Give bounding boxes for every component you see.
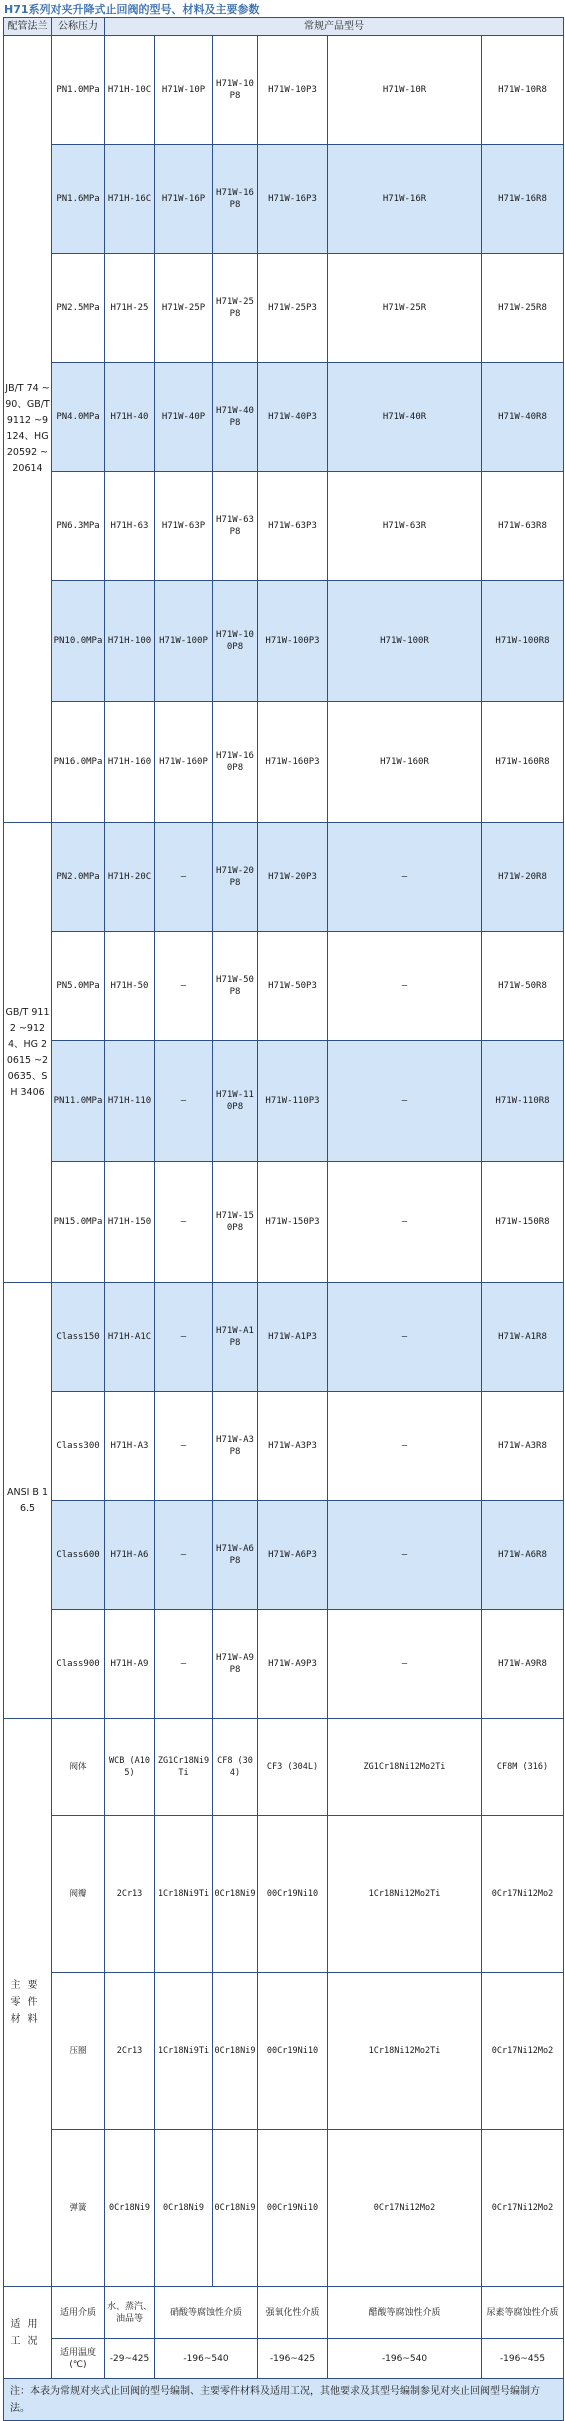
- material-row: [4, 1719, 564, 1816]
- model-cell: H71H-10C: [105, 36, 155, 145]
- temperature-cell: -196~425: [258, 2339, 328, 2379]
- model-row: [4, 1162, 564, 1283]
- medium-row: [4, 2287, 564, 2339]
- pressure-cell: PN10.0MPa: [52, 581, 105, 702]
- material-cell: 1Cr18Ni9Ti: [155, 1973, 213, 2130]
- model-cell: H71W-100R: [328, 581, 482, 702]
- model-row: [4, 581, 564, 702]
- material-cell: 2Cr13: [105, 1973, 155, 2130]
- material-cell: WCB (A105): [105, 1719, 155, 1816]
- model-cell: H71H-50: [105, 932, 155, 1041]
- material-cell: 0Cr18Ni9: [213, 1973, 258, 2130]
- flange-standard-cell: GB/T 9112 ~9124、HG 20615 ~20635、SH 3406: [4, 823, 52, 1283]
- model-cell: —: [328, 932, 482, 1041]
- material-row: [4, 1973, 564, 2130]
- model-row: [4, 1283, 564, 1392]
- header-row: [4, 18, 564, 36]
- part-name-cell: 弹簧: [52, 2130, 105, 2287]
- model-cell: H71W-63R: [328, 472, 482, 581]
- materials-label: 主要零件材料: [4, 1719, 52, 2287]
- model-cell: H71W-40R: [328, 363, 482, 472]
- model-cell: H71W-A3P8: [213, 1392, 258, 1501]
- model-cell: H71H-A6: [105, 1501, 155, 1610]
- material-cell: 0Cr18Ni9: [155, 2130, 213, 2287]
- part-name-cell: 压圈: [52, 1973, 105, 2130]
- model-row: [4, 1041, 564, 1162]
- medium-cell: 水、蒸汽、油品等: [105, 2287, 155, 2339]
- material-cell: 0Cr18Ni9: [105, 2130, 155, 2287]
- model-cell: H71W-25P: [155, 254, 213, 363]
- model-row: [4, 823, 564, 932]
- model-row: [4, 36, 564, 145]
- model-row: [4, 145, 564, 254]
- pressure-cell: Class150: [52, 1283, 105, 1392]
- model-cell: H71W-A9R8: [482, 1610, 564, 1719]
- model-cell: —: [155, 1162, 213, 1283]
- model-cell: H71W-110P8: [213, 1041, 258, 1162]
- header-flange-standard: 配管法兰: [4, 18, 52, 36]
- medium-cell: 强氧化性介质: [258, 2287, 328, 2339]
- model-cell: —: [155, 1392, 213, 1501]
- model-cell: H71W-10R8: [482, 36, 564, 145]
- model-cell: H71W-A9P8: [213, 1610, 258, 1719]
- pressure-cell: PN6.3MPa: [52, 472, 105, 581]
- model-cell: H71W-A1R8: [482, 1283, 564, 1392]
- pressure-cell: Class600: [52, 1501, 105, 1610]
- pressure-cell: PN1.0MPa: [52, 36, 105, 145]
- model-cell: H71W-20P3: [258, 823, 328, 932]
- model-cell: H71H-160: [105, 702, 155, 823]
- material-cell: ZG1Cr18Ni12Mo2Ti: [328, 1719, 482, 1816]
- model-cell: H71W-25P8: [213, 254, 258, 363]
- material-cell: 00Cr19Ni10: [258, 2130, 328, 2287]
- model-cell: H71W-A1P3: [258, 1283, 328, 1392]
- model-cell: H71H-100: [105, 581, 155, 702]
- model-cell: H71W-10P: [155, 36, 213, 145]
- pressure-cell: PN15.0MPa: [52, 1162, 105, 1283]
- model-cell: H71W-63P8: [213, 472, 258, 581]
- model-cell: H71W-110P3: [258, 1041, 328, 1162]
- model-cell: H71W-A6R8: [482, 1501, 564, 1610]
- model-cell: H71W-40P8: [213, 363, 258, 472]
- temperature-cell: -196~455: [482, 2339, 564, 2379]
- material-row: [4, 1816, 564, 1973]
- model-cell: H71W-20P8: [213, 823, 258, 932]
- model-cell: H71W-25R: [328, 254, 482, 363]
- model-cell: H71H-A1C: [105, 1283, 155, 1392]
- model-cell: H71H-150: [105, 1162, 155, 1283]
- model-cell: H71H-A9: [105, 1610, 155, 1719]
- material-row: [4, 2130, 564, 2287]
- model-cell: H71H-25: [105, 254, 155, 363]
- model-cell: H71W-16P8: [213, 145, 258, 254]
- medium-cell: 醋酸等腐蚀性介质: [328, 2287, 482, 2339]
- model-cell: H71W-63R8: [482, 472, 564, 581]
- part-name-cell: 阀体: [52, 1719, 105, 1816]
- model-cell: —: [328, 1041, 482, 1162]
- pressure-cell: Class900: [52, 1610, 105, 1719]
- header-nominal-pressure: 公称压力: [52, 18, 105, 36]
- model-cell: H71W-25P3: [258, 254, 328, 363]
- model-cell: —: [328, 1283, 482, 1392]
- model-cell: —: [155, 932, 213, 1041]
- model-row: [4, 1501, 564, 1610]
- model-cell: —: [328, 1501, 482, 1610]
- pressure-cell: Class300: [52, 1392, 105, 1501]
- pressure-cell: PN2.0MPa: [52, 823, 105, 932]
- model-cell: H71W-A6P8: [213, 1501, 258, 1610]
- model-row: [4, 932, 564, 1041]
- model-row: [4, 702, 564, 823]
- material-cell: ZG1Cr18Ni9Ti: [155, 1719, 213, 1816]
- model-cell: H71W-100R8: [482, 581, 564, 702]
- model-cell: H71W-50P8: [213, 932, 258, 1041]
- material-cell: CF8 (304): [213, 1719, 258, 1816]
- model-cell: H71H-20C: [105, 823, 155, 932]
- model-cell: H71W-150P8: [213, 1162, 258, 1283]
- model-cell: H71H-63: [105, 472, 155, 581]
- model-cell: H71W-160P8: [213, 702, 258, 823]
- model-cell: —: [328, 1610, 482, 1719]
- model-cell: H71W-10P8: [213, 36, 258, 145]
- model-cell: —: [155, 823, 213, 932]
- temperature-cell: -196~540: [155, 2339, 258, 2379]
- model-cell: H71W-150R8: [482, 1162, 564, 1283]
- model-cell: H71W-50P3: [258, 932, 328, 1041]
- material-cell: 1Cr18Ni9Ti: [155, 1816, 213, 1973]
- model-cell: H71W-50R8: [482, 932, 564, 1041]
- model-cell: H71W-25R8: [482, 254, 564, 363]
- model-cell: H71W-100P8: [213, 581, 258, 702]
- material-cell: 1Cr18Ni12Mo2Ti: [328, 1816, 482, 1973]
- model-cell: —: [155, 1610, 213, 1719]
- model-cell: H71W-16P3: [258, 145, 328, 254]
- model-cell: H71H-16C: [105, 145, 155, 254]
- note-row: [4, 2379, 564, 2421]
- page-title: H71系列对夹升降式止回阀的型号、材料及主要参数: [4, 3, 260, 16]
- model-cell: —: [155, 1041, 213, 1162]
- temperature-label: 适用温度(℃): [52, 2339, 105, 2379]
- model-cell: H71W-20R8: [482, 823, 564, 932]
- model-cell: H71W-100P: [155, 581, 213, 702]
- model-cell: H71H-A3: [105, 1392, 155, 1501]
- model-cell: —: [155, 1501, 213, 1610]
- temperature-cell: -196~540: [328, 2339, 482, 2379]
- model-cell: —: [328, 823, 482, 932]
- medium-cell: 硝酸等腐蚀性介质: [155, 2287, 258, 2339]
- model-cell: —: [328, 1162, 482, 1283]
- model-row: [4, 363, 564, 472]
- model-cell: H71W-63P: [155, 472, 213, 581]
- material-cell: 2Cr13: [105, 1816, 155, 1973]
- conditions-label: 适用工况: [4, 2287, 52, 2379]
- model-cell: H71W-160P: [155, 702, 213, 823]
- material-cell: CF3 (304L): [258, 1719, 328, 1816]
- model-cell: H71H-40: [105, 363, 155, 472]
- model-cell: H71H-110: [105, 1041, 155, 1162]
- model-cell: H71W-40P3: [258, 363, 328, 472]
- material-cell: 0Cr17Ni12Mo2: [482, 1973, 564, 2130]
- model-cell: H71W-40P: [155, 363, 213, 472]
- model-row: [4, 1610, 564, 1719]
- model-cell: H71W-16P: [155, 145, 213, 254]
- material-cell: 0Cr17Ni12Mo2: [328, 2130, 482, 2287]
- model-cell: —: [328, 1392, 482, 1501]
- model-cell: H71W-110R8: [482, 1041, 564, 1162]
- model-cell: H71W-63P3: [258, 472, 328, 581]
- material-cell: 0Cr17Ni12Mo2: [482, 2130, 564, 2287]
- model-cell: H71W-A1P8: [213, 1283, 258, 1392]
- material-cell: 1Cr18Ni12Mo2Ti: [328, 1973, 482, 2130]
- material-cell: 00Cr19Ni10: [258, 1816, 328, 1973]
- model-cell: H71W-A3R8: [482, 1392, 564, 1501]
- medium-cell: 尿素等腐蚀性介质: [482, 2287, 564, 2339]
- model-cell: H71W-150P3: [258, 1162, 328, 1283]
- material-cell: CF8M (316): [482, 1719, 564, 1816]
- model-cell: —: [155, 1283, 213, 1392]
- model-cell: H71W-16R8: [482, 145, 564, 254]
- temperature-row: [4, 2339, 564, 2379]
- model-cell: H71W-10P3: [258, 36, 328, 145]
- pressure-cell: PN16.0MPa: [52, 702, 105, 823]
- material-cell: 0Cr18Ni9: [213, 1816, 258, 1973]
- model-cell: H71W-A9P3: [258, 1610, 328, 1719]
- model-cell: H71W-10R: [328, 36, 482, 145]
- header-product-models: 常规产品型号: [105, 18, 564, 36]
- flange-standard-cell: ANSI B 16.5: [4, 1283, 52, 1719]
- model-cell: H71W-160R8: [482, 702, 564, 823]
- pressure-cell: PN5.0MPa: [52, 932, 105, 1041]
- model-cell: H71W-A3P3: [258, 1392, 328, 1501]
- temperature-cell: -29~425: [105, 2339, 155, 2379]
- model-row: [4, 472, 564, 581]
- model-row: [4, 1392, 564, 1501]
- spec-table: [3, 17, 564, 2421]
- flange-standard-cell: JB/T 74 ~90、GB/T 9112 ~9124、HG 20592 ~20614: [4, 36, 52, 823]
- pressure-cell: PN4.0MPa: [52, 363, 105, 472]
- part-name-cell: 阀瓣: [52, 1816, 105, 1973]
- material-cell: 0Cr18Ni9: [213, 2130, 258, 2287]
- model-cell: H71W-160P3: [258, 702, 328, 823]
- material-cell: 0Cr17Ni12Mo2: [482, 1816, 564, 1973]
- model-cell: H71W-100P3: [258, 581, 328, 702]
- medium-label: 适用介质: [52, 2287, 105, 2339]
- model-cell: H71W-40R8: [482, 363, 564, 472]
- pressure-cell: PN2.5MPa: [52, 254, 105, 363]
- pressure-cell: PN11.0MPa: [52, 1041, 105, 1162]
- model-cell: H71W-16R: [328, 145, 482, 254]
- pressure-cell: PN1.6MPa: [52, 145, 105, 254]
- note-text: 注：本表为常规对夹式止回阀的型号编制、主要零件材料及适用工况，其他要求及其型号编制参见对夹止回阀型号编制方法。: [4, 2379, 564, 2421]
- material-cell: 00Cr19Ni10: [258, 1973, 328, 2130]
- model-row: [4, 254, 564, 363]
- model-cell: H71W-160R: [328, 702, 482, 823]
- model-cell: H71W-A6P3: [258, 1501, 328, 1610]
